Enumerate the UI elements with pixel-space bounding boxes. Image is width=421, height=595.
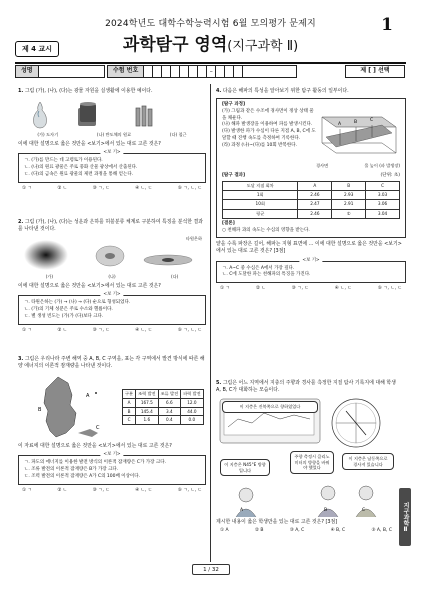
q4-result-header [222,173,400,180]
q3-choices [18,488,206,494]
q4-conclusion-title: [결론] [222,220,235,226]
name-box[interactable] [15,65,105,78]
q1-choice-2[interactable]: ② ㄴ [57,185,68,191]
q2-bogi-title: <보 기> [100,292,123,299]
q2-choices [18,328,206,334]
q1-bogi-title: <보 기> [100,150,123,157]
table-header-row: 도달 지점 회차 A B C [223,181,400,190]
q1-choice-1[interactable]: ① ㄱ [22,185,32,191]
table-header-row: 구분 조력 발전 조류 발전 파력 발전 [123,390,204,399]
q3-figure [18,373,206,441]
selection-label: 제 [ ] 선택 [360,67,390,75]
q3-map-label-a: A [86,393,90,400]
q4-process-row [222,109,400,171]
q2-ask: 이에 대한 설명으로 옳은 것만을 <보기>에서 있는 대로 고른 것은? [18,282,161,289]
q1-caption-3: (다) 철근 [169,132,187,138]
session-badge: 제 4 교시 [15,41,59,57]
subject-subtitle: (지구과학 Ⅱ) [227,39,299,54]
q5-choice-4[interactable]: ④ B, C [330,528,346,534]
q5-choice-2[interactable]: ② B [254,528,264,534]
q4-choice-2[interactable]: ② ㄴ [255,286,266,292]
q1-bogi-item-1: ㄱ. (가)를 만드는 데 고령토가 이용된다. [24,157,103,163]
q4-point-a-label: A [338,121,342,127]
question-1 [18,88,206,192]
q3-map-label-c: C [96,425,100,432]
exam-number-cells [144,66,243,77]
q1-caption-2: (나) 반도체의 원료 [96,132,132,138]
q5-choice-1[interactable]: ① A [220,528,229,534]
q1-ask: 이에 대한 설명으로 옳은 것만을 <보기>에서 있는 대로 고른 것은? [18,140,161,147]
q3-bogi-title: <보 기> [100,452,123,459]
q1-figure [18,98,206,134]
q1-caption-1: (가) 도자기 [37,132,59,138]
question-3 [18,356,206,494]
student-info-row [15,65,406,79]
q1-choice-3[interactable]: ③ ㄱ, ㄷ [92,185,110,191]
q3-map-label-b: B [38,407,42,414]
q2-choice-5[interactable]: ⑤ ㄱ, ㄴ, ㄷ [177,327,202,333]
q4-conclusion: ○ 천해파 과의 속도는 수심의 영향을 받는다. [222,227,310,233]
exam-number-label: 수험 번호 [108,66,144,77]
q4-fig-label-slope: 경사면 [316,162,329,168]
q5-choice-3[interactable]: ③ A, C [289,528,305,534]
q4-process-step-3: (다) 발생한 파가 수심이 다른 지점 A, B, C에 도달할 때 진행 속도를 측정하여 기록한다. [222,129,316,141]
q2-caption-2: (나) [108,274,116,280]
q4-point-c-label: C [370,117,374,123]
q5-student-a: A [240,508,244,514]
q4-choice-3[interactable]: ③ ㄱ, ㄷ [291,286,309,292]
exam-title: 2024학년도 대학수학능력시험 6월 모의평가 문제지 [105,19,316,29]
exam-number-dash: – [207,66,216,77]
q4-ask: 얕을 수록 파장은 길어, 해파는 지형 표면에 ... 이에 대한 설명으로 옳은 것만을 <보기>에서 있는 대로 고른 것은? [3점] [216,241,402,255]
q2-bogi [18,292,206,325]
q3-bogi-item-2: ㄴ. 조류 발전의 이론적 잠재량은 B가 가장 크다. [24,467,119,473]
table-row: B 145.4 3.4 44.0 [123,407,204,416]
selection-box[interactable] [345,65,405,78]
q3-bogi-item-1: ㄱ. 파도의 에너지를 이용한 발전 방식의 이론적 잠재량은 C가 가장 크다. [24,460,167,466]
q4-tank-illustration [316,109,400,171]
exam-number-box[interactable] [107,65,297,78]
table-row: A 167.5 6.6 12.0 [123,399,204,408]
q2-fig-note: 타원은하 [185,236,202,242]
q5-bubble-3: 이 지층은 N45°E 방향입니다 [220,459,270,476]
q2-choice-2[interactable]: ② ㄴ [57,327,68,333]
q3-choice-1[interactable]: ① ㄱ [22,488,32,494]
q4-process-step-1: (가) 그림과 같은 수조에 경사면이 정상 상태 물을 채운다. [222,108,314,121]
q1-stem: 1. 그림 (가), (나), (다)는 광물 자원을 실생활에 이용한 예이다. [18,88,153,94]
q4-process-list [222,109,316,171]
q1-bogi-item-3: ㄷ. (다)의 금속은 원료 광물의 제련 과정을 통해 얻는다. [24,171,134,177]
table-row: C 1.6 0.4 0.0 [123,416,204,425]
q4-choices [216,286,406,292]
q4-bogi-item-2: ㄴ. C에 도달한 파는 천해파의 특징을 가진다. [222,272,311,278]
q5-student-b: B [324,508,328,514]
q5-ask: 제시한 내용이 옳은 학생만을 있는 대로 고른 것은? [3점] [216,519,338,526]
page-number: 1 [381,15,393,35]
q1-bogi [18,149,206,183]
q1-choice-5[interactable]: ⑤ ㄱ, ㄴ, ㄷ [177,185,202,191]
q3-choice-5[interactable]: ⑤ ㄱ, ㄴ, ㄷ [177,488,202,494]
table-row: 1회 2.46 2.93 3.03 [223,190,400,199]
q4-point-b-label: B [354,119,358,125]
q4-result-unit: (단위: 초) [380,172,400,178]
q4-result-title: [탐구 결과] [222,172,246,178]
q2-bogi-item-2: ㄴ. (가)의 기체 성분은 주로 수소와 헬륨이다. [24,306,113,312]
q2-choice-1[interactable]: ① ㄱ [22,327,32,333]
name-label: 성명 [16,66,39,77]
table-row: 평균 2.46 ① 3.04 [223,209,400,218]
q4-result-table [222,181,400,219]
page-counter: 1 / 32 [192,564,230,575]
q1-bogi-item-2: ㄴ. (나)의 원료 광물은 주로 풍화 산물 광상에서 산출된다. [24,164,138,170]
q3-bogi-item-3: ㄷ. 조력 발전의 이론적 잠재량은 A가 C의 100배 이상이다. [24,474,141,480]
q3-map [18,373,118,441]
q4-stem: 4. 다음은 해파의 특성을 알아보기 위한 탐구 활동의 일부이다. [216,88,349,94]
title-divider [15,62,406,64]
column-divider [210,84,211,562]
q2-choice-4[interactable]: ④ ㄴ, ㄷ [135,327,153,333]
q4-experiment-box [216,98,406,238]
q5-bubble-1: 이 지층은 진북쪽으로 향하였었다 [222,401,318,412]
q4-choice-5[interactable]: ⑤ ㄱ, ㄴ, ㄷ [377,286,402,292]
q4-choice-4[interactable]: ④ ㄴ, ㄷ [334,286,352,292]
q4-figure [316,109,400,171]
question-2 [18,219,206,334]
q4-bogi-item-1: ㄱ. A~C 중 수심은 A에서 가장 깊다. [222,265,295,271]
q3-choice-2[interactable]: ② ㄴ [57,488,68,494]
q5-figure [216,397,396,517]
q4-fig-label-gen: 물 높이 (파 발생장) [364,162,400,168]
q2-bogi-item-3: ㄷ. 별 생성 빈도는 (가)가 (다)보다 크다. [24,313,104,319]
q2-illustrations [18,236,206,274]
q4-choice-1[interactable]: ① ㄱ [220,286,230,292]
question-5 [216,380,396,534]
q5-choices [216,528,396,534]
q2-bogi-item-1: ㄱ. 타원은하는 (가) → (나) → (다) 순으로 형성되었다. [24,300,131,305]
q3-ask: 이 자료에 대한 설명으로 옳은 것만을 <보기>에서 있는 대로 고른 것은? [18,443,172,450]
q2-figure-captions [18,274,206,280]
subject-side-tab: 지구과학Ⅱ [399,488,411,546]
q4-process-step-2: (나) 해파 발생장을 이용하여 파를 발생시킨다. [222,122,313,128]
q3-choice-3[interactable]: ③ ㄱ, ㄷ [92,488,110,494]
question-4 [216,88,406,293]
q4-process-step-4: (라) 과정 (나)~(다)를 10회 반복한다. [222,142,297,148]
q1-choice-4[interactable]: ④ ㄴ, ㄷ [135,185,153,191]
q2-stem: 2. 그림 (가), (나), (다)는 성운과 은하를 허블분류 체계로 구분하여 특징을 분석한 결과를 나타낸 것이다. [18,219,203,233]
q5-student-c: C [362,508,366,514]
q3-bogi [18,452,206,485]
q5-bubble-2: 주향 측정시 클리노미터의 방향을 바꿔야 했었다 [290,451,334,473]
q1-illustrations [18,98,206,134]
q5-bubble-4: 이 지층은 남동쪽으로 경사져 있습니다 [342,453,394,470]
q5-choice-5[interactable]: ⑤ A, B, C [371,528,392,534]
subject-title: 과학탐구 영역 [122,35,228,55]
table-row: 10회 2.47 2.91 3.06 [223,200,400,209]
q1-choices [18,186,206,192]
q4-bogi [216,257,406,284]
q4-process-title: [탐구 과정] [222,102,246,108]
q2-caption-1: (가) [45,274,53,280]
q2-caption-3: (다) [170,274,179,280]
q3-choice-4[interactable]: ④ ㄴ, ㄷ [135,488,153,494]
q4-bogi-title: <보 기> [299,258,322,265]
page-title [0,34,421,57]
q3-stem: 3. 그림은 우리나라 주변 해역 중 A, B, C 구역을, 표는 각 구역에서 발견 방식에 따른 해양 에너지의 이론적 잠재량을 나타낸 것이다. [18,356,205,370]
q3-table [122,389,204,425]
q2-choice-3[interactable]: ③ ㄱ, ㄷ [92,327,110,333]
q2-figure [18,236,206,274]
q5-stem: 5. 그림은 어느 지역에서 지층의 주향과 경사를 측정한 지질 탐사 기록지에 대해 학생 A, B, C가 대화하는 모습이다. [216,380,396,394]
